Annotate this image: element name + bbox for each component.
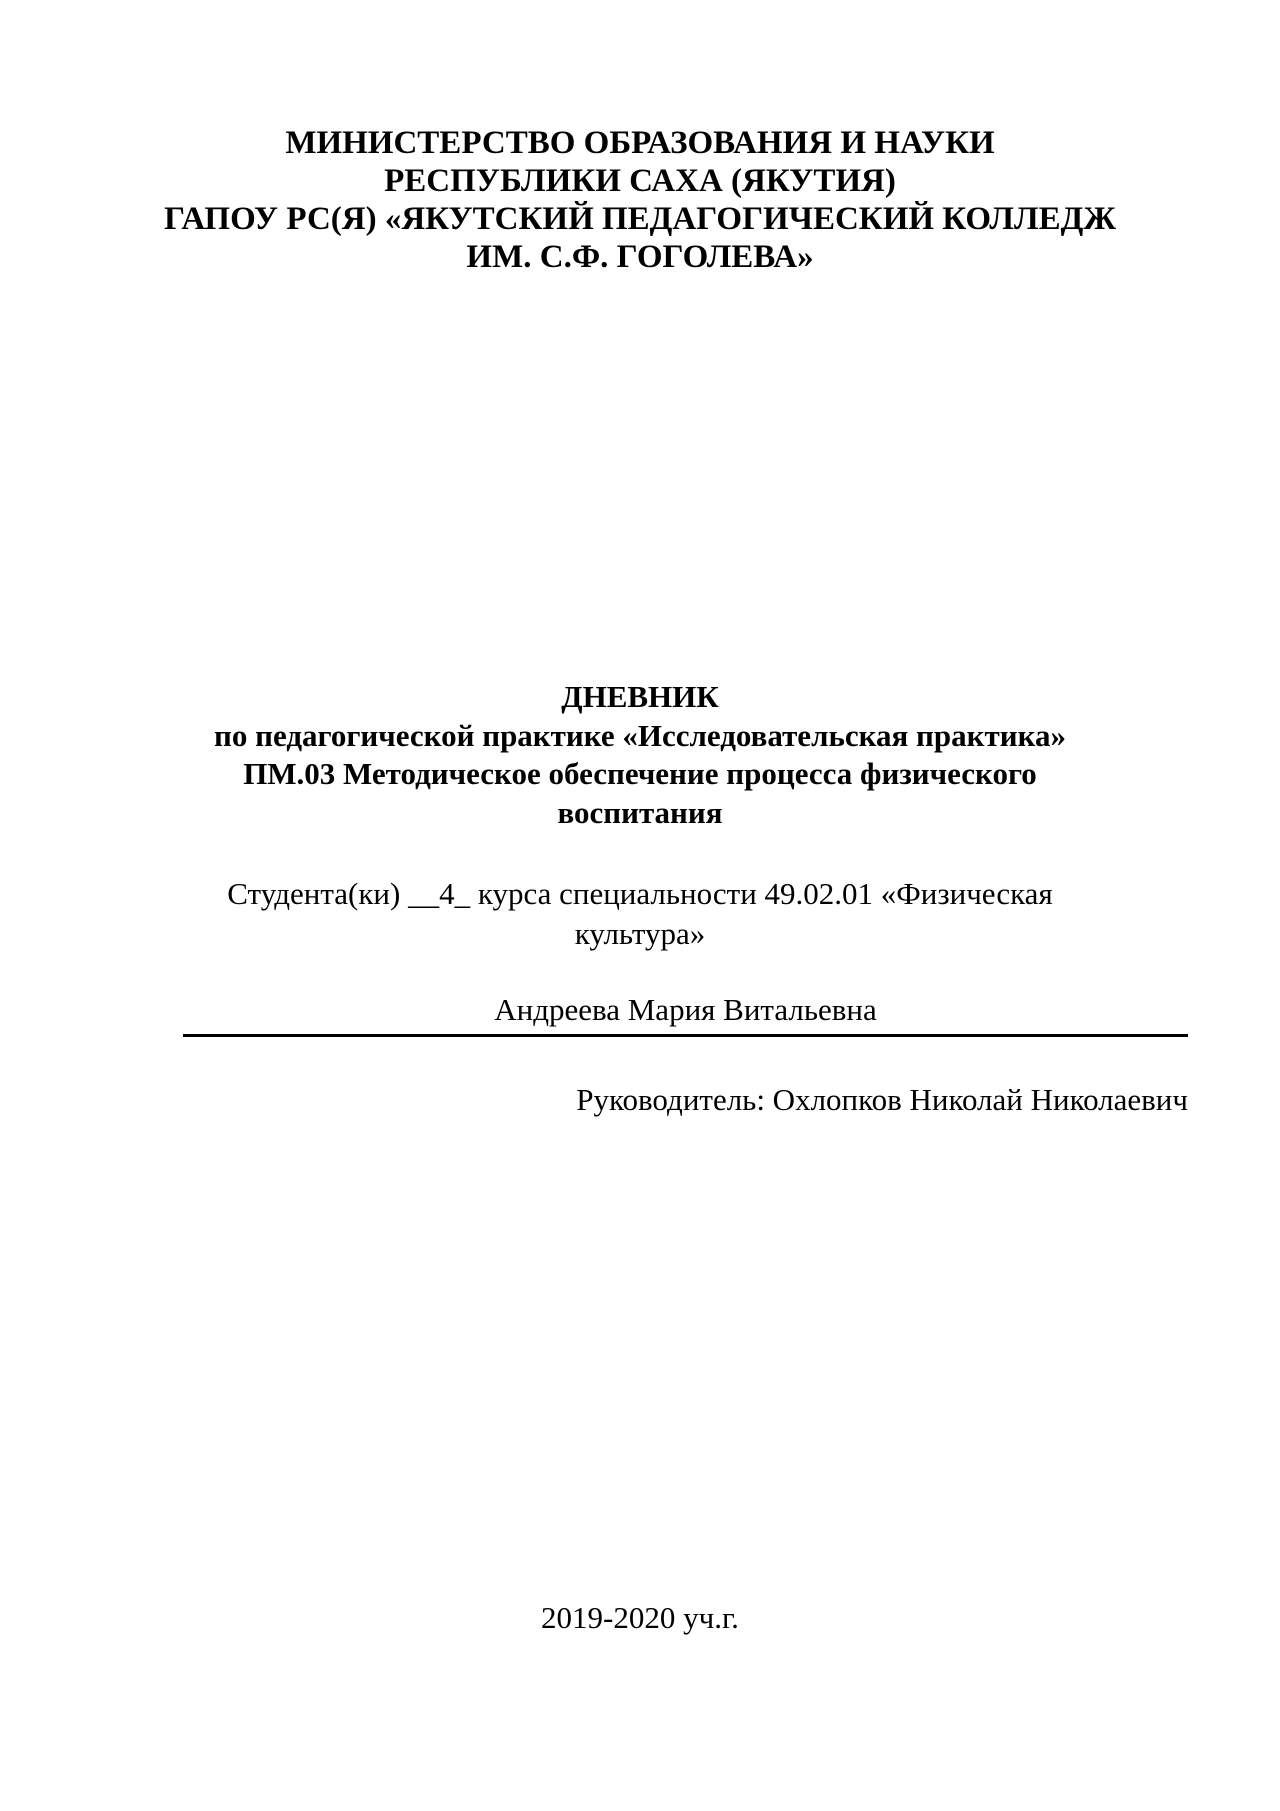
module-line-2: воспитания — [557, 794, 723, 830]
practice-line: по педагогической практике «Исследовательская практика» — [214, 717, 1066, 753]
student-name: Андреева Мария Витальевна — [183, 990, 1188, 1037]
module-line-1: ПМ.03 Методическое обеспечение процесса физического — [243, 756, 1037, 791]
supervisor-line: Руководитель: Охлопков Николай Николаевич — [576, 1082, 1188, 1117]
academic-year: 2019-2020 уч.г. — [541, 1600, 739, 1635]
ministry-line-1: МИНИСТЕРСТВО ОБРАЗОВАНИЯ И НАУКИ — [285, 125, 995, 161]
institution-header — [0, 124, 1280, 276]
document-title: ДНЕВНИК — [561, 679, 719, 714]
college-line-1: ГАПОУ РС(Я) «ЯКУТСКИЙ ПЕДАГОГИЧЕСКИЙ КОЛЛЕДЖ — [164, 201, 1116, 237]
college-line-2: ИМ. С.Ф. ГОГОЛЕВА» — [466, 239, 814, 275]
ministry-line-2: РЕСПУБЛИКИ САХА (ЯКУТИЯ) — [384, 163, 896, 199]
course-line-1: Студента(ки) __4_ курса специальности 49.02.01 «Физическая — [227, 876, 1053, 911]
course-line-2: культура» — [574, 916, 706, 951]
document-title-block — [0, 678, 1280, 832]
student-course-block — [0, 874, 1280, 954]
